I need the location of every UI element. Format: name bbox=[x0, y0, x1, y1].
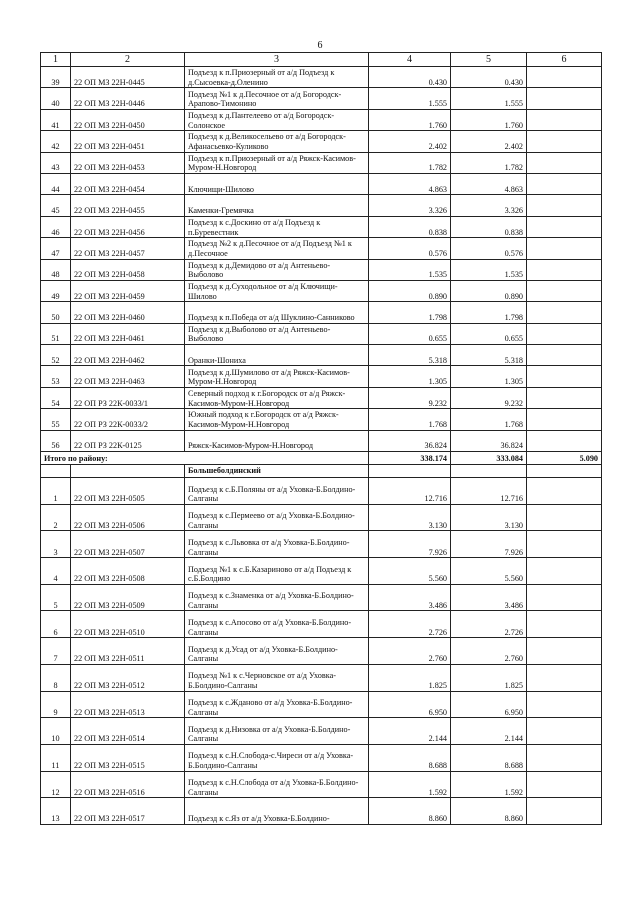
length-value: 4.863 bbox=[451, 173, 527, 194]
row-number: 7 bbox=[41, 638, 71, 665]
road-code: 22 ОП МЗ 22Н-0509 bbox=[71, 584, 185, 611]
total-value: 5.090 bbox=[527, 452, 602, 465]
length-value bbox=[527, 409, 602, 430]
length-value: 1.555 bbox=[451, 88, 527, 109]
row-number: 4 bbox=[41, 558, 71, 585]
length-value: 0.838 bbox=[369, 216, 451, 237]
road-code: 22 ОП МЗ 22Н-0450 bbox=[71, 109, 185, 130]
length-value bbox=[527, 345, 602, 366]
road-code: 22 ОП МЗ 22Н-0508 bbox=[71, 558, 185, 585]
length-value: 0.576 bbox=[369, 238, 451, 259]
row-number: 56 bbox=[41, 430, 71, 451]
length-value: 6.950 bbox=[451, 691, 527, 718]
row-number: 8 bbox=[41, 664, 71, 691]
road-code: 22 ОП РЗ 22К-0125 bbox=[71, 430, 185, 451]
length-value bbox=[527, 531, 602, 558]
road-name: Подъезд к с.Яз от а/д Уховка-Б.Болдино- bbox=[185, 798, 369, 825]
length-value bbox=[527, 152, 602, 173]
row-number: 43 bbox=[41, 152, 71, 173]
road-name: Подъезд к д.Низовка от а/д Уховка-Б.Болдино-Салганы bbox=[185, 718, 369, 745]
length-value: 8.860 bbox=[369, 798, 451, 825]
road-code: 22 ОП МЗ 22Н-0462 bbox=[71, 345, 185, 366]
road-code: 22 ОП МЗ 22Н-0515 bbox=[71, 744, 185, 771]
row-number: 45 bbox=[41, 195, 71, 216]
length-value bbox=[527, 366, 602, 387]
length-value bbox=[527, 478, 602, 505]
road-code: 22 ОП МЗ 22Н-0463 bbox=[71, 366, 185, 387]
length-value bbox=[527, 173, 602, 194]
table-row bbox=[41, 238, 602, 259]
table-row bbox=[41, 798, 602, 825]
row-number: 41 bbox=[41, 109, 71, 130]
total-row bbox=[41, 452, 602, 465]
row-number: 55 bbox=[41, 409, 71, 430]
length-value: 2.144 bbox=[369, 718, 451, 745]
length-value: 1.555 bbox=[369, 88, 451, 109]
length-value bbox=[527, 584, 602, 611]
empty-cell bbox=[71, 465, 185, 478]
length-value: 2.144 bbox=[451, 718, 527, 745]
length-value: 0.430 bbox=[369, 67, 451, 88]
table-row bbox=[41, 409, 602, 430]
table-row bbox=[41, 531, 602, 558]
table-row bbox=[41, 387, 602, 408]
length-value: 8.688 bbox=[369, 744, 451, 771]
length-value: 3.130 bbox=[369, 504, 451, 531]
length-value: 6.950 bbox=[369, 691, 451, 718]
length-value bbox=[527, 302, 602, 323]
length-value: 0.430 bbox=[451, 67, 527, 88]
column-header: 4 bbox=[369, 53, 451, 67]
length-value: 2.402 bbox=[369, 131, 451, 152]
length-value: 36.824 bbox=[369, 430, 451, 451]
length-value: 7.926 bbox=[451, 531, 527, 558]
length-value bbox=[527, 323, 602, 344]
length-value: 1.768 bbox=[451, 409, 527, 430]
row-number: 40 bbox=[41, 88, 71, 109]
empty-cell bbox=[369, 465, 451, 478]
length-value: 1.768 bbox=[369, 409, 451, 430]
length-value bbox=[527, 691, 602, 718]
length-value bbox=[527, 664, 602, 691]
length-value bbox=[527, 718, 602, 745]
road-code: 22 ОП МЗ 22Н-0517 bbox=[71, 798, 185, 825]
table-row bbox=[41, 345, 602, 366]
length-value: 1.592 bbox=[451, 771, 527, 798]
road-code: 22 ОП МЗ 22Н-0456 bbox=[71, 216, 185, 237]
length-value bbox=[527, 238, 602, 259]
length-value: 3.326 bbox=[451, 195, 527, 216]
road-name: Подъезд к д.Шумилово от а/д Ряжск-Касимов-Муром-Н.Новгород bbox=[185, 366, 369, 387]
road-code: 22 ОП МЗ 22Н-0445 bbox=[71, 67, 185, 88]
row-number: 2 bbox=[41, 504, 71, 531]
road-code: 22 ОП МЗ 22Н-0453 bbox=[71, 152, 185, 173]
row-number: 52 bbox=[41, 345, 71, 366]
row-number: 42 bbox=[41, 131, 71, 152]
length-value: 5.318 bbox=[369, 345, 451, 366]
length-value bbox=[527, 109, 602, 130]
length-value: 1.798 bbox=[451, 302, 527, 323]
table-row bbox=[41, 638, 602, 665]
road-name: Каменки-Гремячка bbox=[185, 195, 369, 216]
length-value: 2.402 bbox=[451, 131, 527, 152]
row-number: 53 bbox=[41, 366, 71, 387]
table-row bbox=[41, 302, 602, 323]
table-row bbox=[41, 216, 602, 237]
row-number: 51 bbox=[41, 323, 71, 344]
road-code: 22 ОП МЗ 22Н-0506 bbox=[71, 504, 185, 531]
table-row bbox=[41, 366, 602, 387]
row-number: 9 bbox=[41, 691, 71, 718]
column-header: 3 bbox=[185, 53, 369, 67]
row-number: 13 bbox=[41, 798, 71, 825]
length-value: 5.560 bbox=[369, 558, 451, 585]
road-code: 22 ОП МЗ 22Н-0457 bbox=[71, 238, 185, 259]
road-name: Подъезд к д.Усад от а/д Уховка-Б.Болдино-Салганы bbox=[185, 638, 369, 665]
row-number: 12 bbox=[41, 771, 71, 798]
row-number: 5 bbox=[41, 584, 71, 611]
total-label: Итого по району: bbox=[41, 452, 369, 465]
length-value: 1.305 bbox=[451, 366, 527, 387]
length-value bbox=[527, 280, 602, 301]
table-row bbox=[41, 478, 602, 505]
road-code: 22 ОП МЗ 22Н-0511 bbox=[71, 638, 185, 665]
column-header: 5 bbox=[451, 53, 527, 67]
road-code: 22 ОП МЗ 22Н-0460 bbox=[71, 302, 185, 323]
length-value bbox=[527, 558, 602, 585]
length-value bbox=[527, 67, 602, 88]
length-value bbox=[527, 430, 602, 451]
row-number: 1 bbox=[41, 478, 71, 505]
length-value: 1.782 bbox=[369, 152, 451, 173]
table-row bbox=[41, 691, 602, 718]
length-value: 9.232 bbox=[451, 387, 527, 408]
table-row bbox=[41, 504, 602, 531]
table-row bbox=[41, 109, 602, 130]
road-name: Подъезд №2 к д.Песочное от а/д Подъезд №1 к д.Песочное bbox=[185, 238, 369, 259]
length-value: 0.890 bbox=[369, 280, 451, 301]
road-name: Подъезд к д.Выболово от а/д Антеньево-Выболово bbox=[185, 323, 369, 344]
length-value bbox=[527, 611, 602, 638]
length-value bbox=[527, 88, 602, 109]
table-row bbox=[41, 259, 602, 280]
road-code: 22 ОП МЗ 22Н-0507 bbox=[71, 531, 185, 558]
district-name: Большеболдинский bbox=[185, 465, 369, 478]
row-number: 48 bbox=[41, 259, 71, 280]
road-name: Подъезд к п.Победа от а/д Шуклино-Санниково bbox=[185, 302, 369, 323]
road-code: 22 ОП МЗ 22Н-0510 bbox=[71, 611, 185, 638]
road-code: 22 ОП МЗ 22Н-0454 bbox=[71, 173, 185, 194]
road-name: Подъезд №1 к с.Черновское от а/д Уховка-Б.Болдино-Салганы bbox=[185, 664, 369, 691]
row-number: 3 bbox=[41, 531, 71, 558]
road-name: Подъезд к п.Приозерный от а/д Ряжск-Касимов-Муром-Н.Новгород bbox=[185, 152, 369, 173]
length-value: 0.655 bbox=[451, 323, 527, 344]
column-header: 6 bbox=[527, 53, 602, 67]
road-name: Подъезд к с.Львовка от а/д Уховка-Б.Болдино-Салганы bbox=[185, 531, 369, 558]
road-code: 22 ОП МЗ 22Н-0516 bbox=[71, 771, 185, 798]
length-value: 8.860 bbox=[451, 798, 527, 825]
table-row bbox=[41, 67, 602, 88]
road-code: 22 ОП МЗ 22Н-0451 bbox=[71, 131, 185, 152]
road-name: Оранки-Шониха bbox=[185, 345, 369, 366]
length-value bbox=[527, 798, 602, 825]
column-header-row bbox=[41, 53, 602, 67]
length-value bbox=[527, 195, 602, 216]
length-value: 1.760 bbox=[451, 109, 527, 130]
row-number: 49 bbox=[41, 280, 71, 301]
length-value: 5.560 bbox=[451, 558, 527, 585]
table-row bbox=[41, 718, 602, 745]
length-value bbox=[527, 131, 602, 152]
length-value: 12.716 bbox=[451, 478, 527, 505]
length-value: 1.825 bbox=[369, 664, 451, 691]
table-row bbox=[41, 195, 602, 216]
table-body bbox=[41, 53, 602, 825]
total-value: 338.174 bbox=[369, 452, 451, 465]
road-name: Подъезд к п.Приозерный от а/д Подъезд к д.Сысоевка-д.Оленино bbox=[185, 67, 369, 88]
road-name: Подъезд к с.Апосово от а/д Уховка-Б.Болдино-Салганы bbox=[185, 611, 369, 638]
total-value: 333.084 bbox=[451, 452, 527, 465]
length-value: 1.535 bbox=[369, 259, 451, 280]
length-value: 0.890 bbox=[451, 280, 527, 301]
length-value: 7.926 bbox=[369, 531, 451, 558]
length-value: 4.863 bbox=[369, 173, 451, 194]
road-name: Подъезд №1 к д.Песочное от а/д Богородск-Арапово-Тимонино bbox=[185, 88, 369, 109]
road-code: 22 ОП МЗ 22Н-0512 bbox=[71, 664, 185, 691]
table-row bbox=[41, 664, 602, 691]
empty-cell bbox=[41, 465, 71, 478]
road-name: Подъезд к с.Пермеево от а/д Уховка-Б.Болдино-Салганы bbox=[185, 504, 369, 531]
row-number: 10 bbox=[41, 718, 71, 745]
table-row bbox=[41, 584, 602, 611]
length-value: 5.318 bbox=[451, 345, 527, 366]
length-value: 3.130 bbox=[451, 504, 527, 531]
length-value: 0.838 bbox=[451, 216, 527, 237]
length-value: 3.486 bbox=[451, 584, 527, 611]
table-row bbox=[41, 152, 602, 173]
length-value: 2.760 bbox=[451, 638, 527, 665]
road-name: Подъезд к с.Жданово от а/д Уховка-Б.Болдино-Салганы bbox=[185, 691, 369, 718]
empty-cell bbox=[451, 465, 527, 478]
row-number: 50 bbox=[41, 302, 71, 323]
road-name: Подъезд к с.Доскино от а/д Подъезд к п.Буревестник bbox=[185, 216, 369, 237]
table-row bbox=[41, 558, 602, 585]
length-value: 2.726 bbox=[451, 611, 527, 638]
road-name: Подъезд к с.Знаменка от а/д Уховка-Б.Болдино-Салганы bbox=[185, 584, 369, 611]
length-value bbox=[527, 259, 602, 280]
road-name: Ряжск-Касимов-Муром-Н.Новгород bbox=[185, 430, 369, 451]
length-value: 3.486 bbox=[369, 584, 451, 611]
road-code: 22 ОП МЗ 22Н-0513 bbox=[71, 691, 185, 718]
length-value bbox=[527, 216, 602, 237]
row-number: 11 bbox=[41, 744, 71, 771]
length-value bbox=[527, 771, 602, 798]
road-code: 22 ОП РЗ 22К-0033/1 bbox=[71, 387, 185, 408]
road-name: Подъезд к с.Н.Слобода-с.Чиреси от а/д Уховка-Б.Болдино-Салганы bbox=[185, 744, 369, 771]
length-value: 2.760 bbox=[369, 638, 451, 665]
row-number: 54 bbox=[41, 387, 71, 408]
road-name: Подъезд к с.Б.Поляны от а/д Уховка-Б.Болдино-Салганы bbox=[185, 478, 369, 505]
road-code: 22 ОП РЗ 22К-0033/2 bbox=[71, 409, 185, 430]
length-value bbox=[527, 638, 602, 665]
road-name: Подъезд к д.Великосельево от а/д Богородск-Афанасьевко-Куликово bbox=[185, 131, 369, 152]
row-number: 47 bbox=[41, 238, 71, 259]
table-row bbox=[41, 131, 602, 152]
length-value: 1.592 bbox=[369, 771, 451, 798]
road-code: 22 ОП МЗ 22Н-0505 bbox=[71, 478, 185, 505]
table-row bbox=[41, 611, 602, 638]
road-name: Подъезд к с.Н.Слобода от а/д Уховка-Б.Болдино-Салганы bbox=[185, 771, 369, 798]
table-row bbox=[41, 323, 602, 344]
row-number: 6 bbox=[41, 611, 71, 638]
length-value: 1.760 bbox=[369, 109, 451, 130]
table-row bbox=[41, 771, 602, 798]
length-value bbox=[527, 387, 602, 408]
road-code: 22 ОП МЗ 22Н-0446 bbox=[71, 88, 185, 109]
road-code: 22 ОП МЗ 22Н-0514 bbox=[71, 718, 185, 745]
road-name: Подъезд к д.Пантелеево от а/д Богородск-Солонское bbox=[185, 109, 369, 130]
length-value: 1.798 bbox=[369, 302, 451, 323]
length-value: 1.825 bbox=[451, 664, 527, 691]
district-heading-row bbox=[41, 465, 602, 478]
table-row bbox=[41, 88, 602, 109]
road-name: Подъезд к д.Суходольное от а/д Ключищи-Шилово bbox=[185, 280, 369, 301]
roads-register-table bbox=[40, 52, 602, 825]
road-code: 22 ОП МЗ 22Н-0459 bbox=[71, 280, 185, 301]
length-value: 0.576 bbox=[451, 238, 527, 259]
column-header: 1 bbox=[41, 53, 71, 67]
road-name: Подъезд №1 к с.Б.Казариново от а/д Подъезд к с.Б.Болдино bbox=[185, 558, 369, 585]
length-value: 36.824 bbox=[451, 430, 527, 451]
table-row bbox=[41, 744, 602, 771]
length-value: 0.655 bbox=[369, 323, 451, 344]
table-row bbox=[41, 430, 602, 451]
road-name: Ключищи-Шилово bbox=[185, 173, 369, 194]
row-number: 46 bbox=[41, 216, 71, 237]
column-header: 2 bbox=[71, 53, 185, 67]
length-value: 3.326 bbox=[369, 195, 451, 216]
road-name: Южный подход к г.Богородск от а/д Ряжск-Касимов-Муром-Н.Новгород bbox=[185, 409, 369, 430]
road-code: 22 ОП МЗ 22Н-0455 bbox=[71, 195, 185, 216]
length-value: 8.688 bbox=[451, 744, 527, 771]
row-number: 39 bbox=[41, 67, 71, 88]
length-value: 1.535 bbox=[451, 259, 527, 280]
length-value: 9.232 bbox=[369, 387, 451, 408]
row-number: 44 bbox=[41, 173, 71, 194]
length-value bbox=[527, 504, 602, 531]
road-code: 22 ОП МЗ 22Н-0461 bbox=[71, 323, 185, 344]
road-name: Подъезд к д.Демидово от а/д Антеньево-Выболово bbox=[185, 259, 369, 280]
empty-cell bbox=[527, 465, 602, 478]
length-value: 1.305 bbox=[369, 366, 451, 387]
length-value: 1.782 bbox=[451, 152, 527, 173]
table-row bbox=[41, 173, 602, 194]
road-name: Северный подход к г.Богородск от а/д Ряжск-Касимов-Муром-Н.Новгород bbox=[185, 387, 369, 408]
page-number: 6 bbox=[317, 40, 323, 51]
length-value: 12.716 bbox=[369, 478, 451, 505]
length-value: 2.726 bbox=[369, 611, 451, 638]
road-code: 22 ОП МЗ 22Н-0458 bbox=[71, 259, 185, 280]
table-row bbox=[41, 280, 602, 301]
length-value bbox=[527, 744, 602, 771]
